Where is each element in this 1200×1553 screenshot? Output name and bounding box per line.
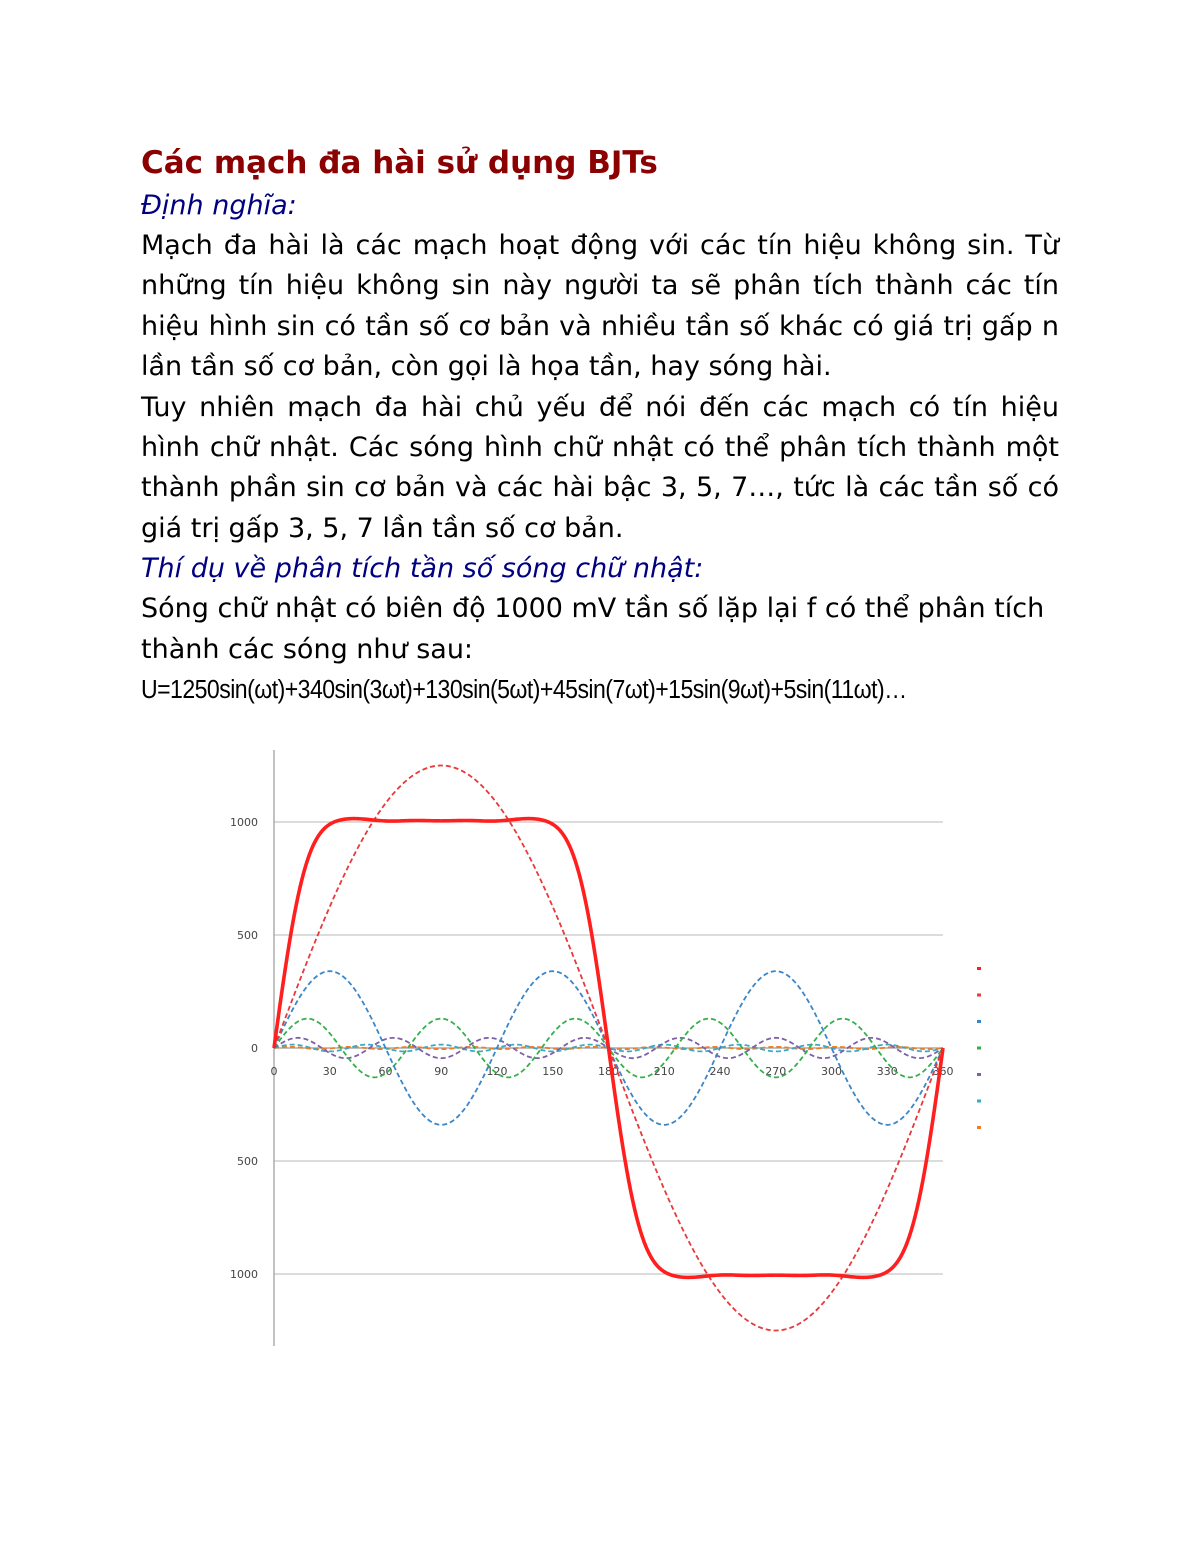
x-tick-label: 270 [765,1065,787,1078]
x-tick-label: 60 [378,1065,393,1078]
y-tick-label: 1000 [230,816,258,829]
x-tick-label: 300 [821,1065,842,1078]
x-tick-label: 210 [653,1065,675,1078]
rectangular-wave-paragraph: Tuy nhiên mạch đa hài chủ yếu để nói đến các mạch có tín hiệu hình chữ nhật. Các sóng hình chữ nhật có thể phân tích thành một thành phần sin cơ bản và các hài bậc 3, 5, 7…, tức là các tần số có giá trị gấp 3, 5, 7 lần tần số cơ bản. [141,391,1059,544]
legend-marker [977,994,981,997]
x-tick-label: 0 [270,1065,278,1078]
legend-marker [977,1100,981,1103]
legend-marker [977,1073,981,1076]
fourier-formula: U=1250sin(ωt)+340sin(3ωt)+130sin(5ωt)+45sin(7ωt)+15sin(9ωt)+5sin(11ωt)… [141,676,907,705]
y-tick-label: 500 [237,1155,258,1168]
example-heading: Thí dụ về phân tích tần số sóng chữ nhật: [141,553,704,585]
definition-heading: Định nghĩa: [141,190,297,221]
x-tick-label: 150 [542,1065,564,1078]
legend-marker [977,1126,981,1129]
example-paragraph: Sóng chữ nhật có biên độ 1000 mV tần số lặp lại f có thể phân tích thành các sóng như sau: [141,593,1045,665]
x-tick-label: 90 [434,1065,449,1078]
x-tick-label: 240 [709,1065,731,1078]
x-tick-label: 120 [486,1065,508,1078]
y-tick-label: 500 [237,929,258,942]
y-tick-label: 0 [251,1042,258,1055]
legend-marker [977,967,981,970]
document-body [141,140,1059,710]
legend-marker [977,1047,981,1050]
definition-paragraph: Mạch đa hài là các mạch hoạt động với các tín hiệu không sin. Từ những tín hiệu không sin này người ta sẽ phân tích thành các tín hiệu hình sin có tần số cơ bản và nhiều tần số khác có giá trị gấp n lần tần số cơ bản, còn gọi là họa tần, hay sóng hài. [141,230,1059,383]
x-tick-label: 180 [598,1065,619,1078]
harmonics-chart [0,740,1200,1360]
x-tick-label: 30 [322,1065,337,1078]
x-tick-label: 330 [876,1065,898,1078]
legend-marker [977,1020,981,1023]
x-tick-label: 360 [932,1065,954,1078]
document-title: Các mạch đa hài sử dụng BJTs [141,145,658,181]
y-tick-label: 1000 [230,1268,258,1281]
